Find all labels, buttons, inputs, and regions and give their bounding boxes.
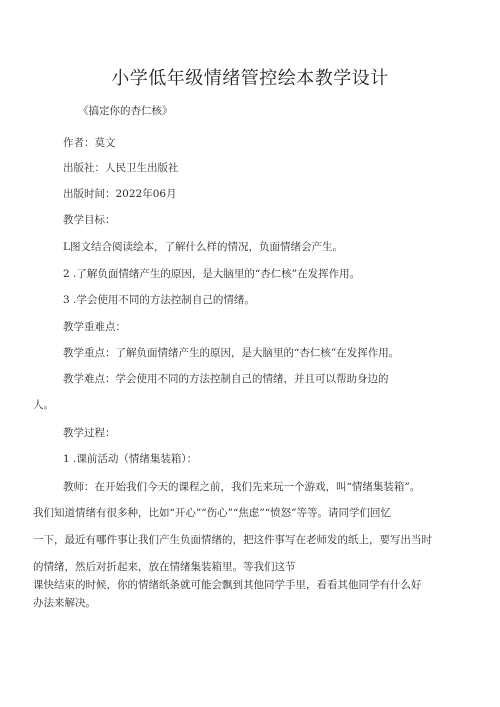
teacher-paragraph-line-5: 课快结束的时候，你的情绪纸条就可能会飘到其他同学手里，看看其他同学有什么好 (33, 579, 422, 591)
teacher-paragraph-line-2: 我们知道情绪有很多种，比如“开心”“伤心”“焦虑”“愤怒”等等。请同学们回忆 (33, 507, 391, 519)
process-step-1: 1 .课前活动（情绪集装箱）： (63, 453, 198, 465)
difficult-point: 教学难点：学会使用不同的方法控制自己的情绪，并且可以帮助身边的 (63, 373, 389, 385)
difficult-point-continued: 人。 (33, 399, 54, 411)
section-heading-process: 教学过程： (63, 427, 116, 439)
section-heading-key-points: 教学重难点： (63, 321, 126, 333)
author-line: 作者：莫文 (63, 137, 116, 149)
teacher-paragraph-line-4: 的情绪，然后对折起来，放在情绪集装箱里。等我们这节 (33, 561, 296, 573)
book-title: 《搞定你的杏仁核》 (78, 105, 173, 117)
objective-3: 3 .学会使用不同的方法控制自己的情绪。 (63, 294, 255, 306)
key-point: 教学重点：了解负面情绪产生的原因，是大脑里的“杏仁核”在发挥作用。 (63, 347, 400, 359)
publish-date-line: 出版时间：2022年06月 (63, 188, 177, 200)
section-heading-objectives: 教学目标： (63, 214, 116, 226)
teacher-paragraph-line-1: 教师：在开始我们今天的课程之前，我们先来玩一个游戏，叫“情绪集装箱”。 (63, 481, 421, 493)
objective-2: 2 .了解负面情绪产生的原因，是大脑里的“杏仁核”在发挥作用。 (63, 268, 361, 280)
teacher-paragraph-line-3: 一下，最近有哪件事让我们产生负面情绪的，把这件事写在老师发的纸上，要写出当时 (33, 534, 432, 546)
objective-1: L图文结合阅读绘本，了解什么样的情况，负面情绪会产生。 (63, 241, 343, 253)
publisher-line: 出版社：人民卫生出版社 (63, 162, 179, 174)
document-title: 小学低年级情绪管控绘本教学设计 (111, 68, 389, 89)
teacher-paragraph-line-6: 办法来解决。 (33, 597, 96, 609)
